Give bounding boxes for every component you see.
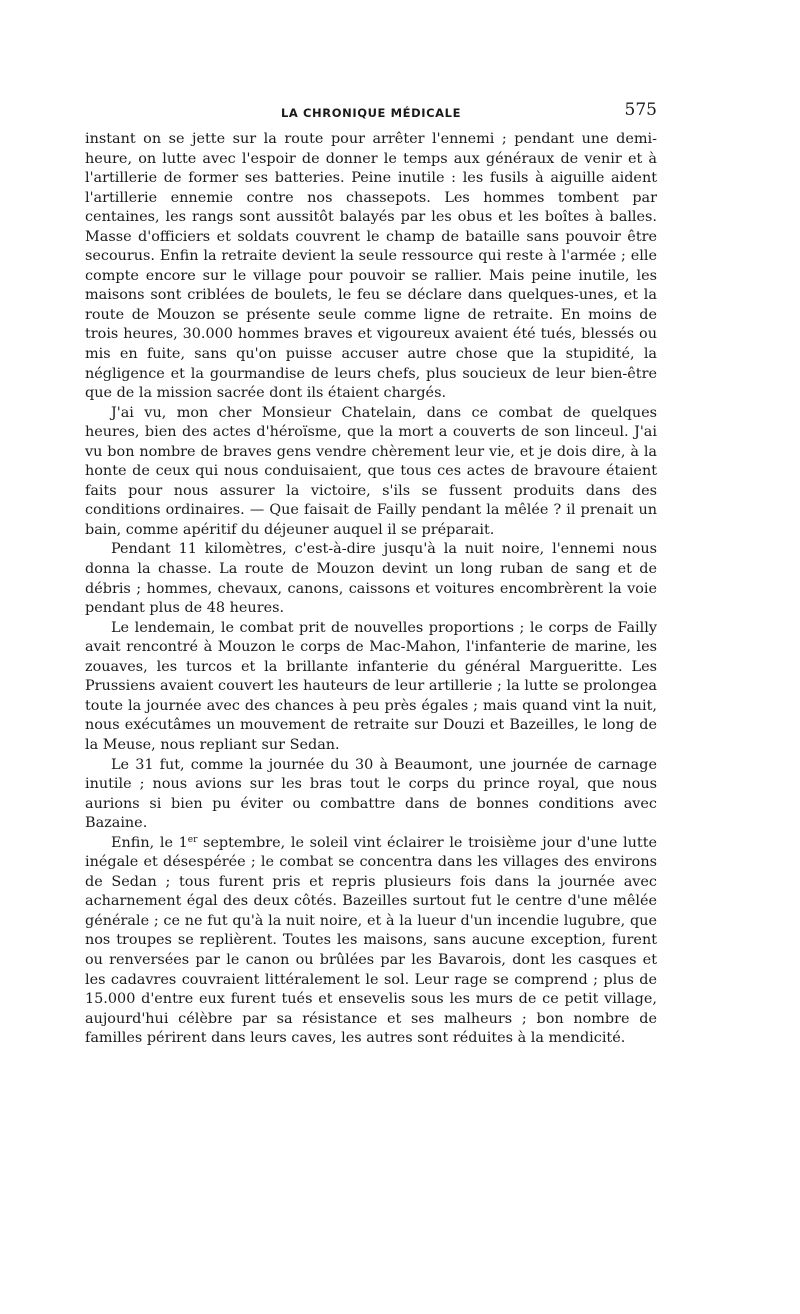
- page-number: 575: [624, 100, 657, 120]
- paragraph-6-rest: septembre, le soleil vint éclairer le troisième jour d'une lutte inégale et désespérée ; le combat se concentra dans les villages des environs de Sedan ; tous furent pris et repris plusieurs fois dans la journée avec acharnement égal des deux côtés. Bazeilles surtout fut le centre d'une mêlée générale ; ce ne fut qu'à la nuit noire, et à la lueur d'un incendie lugubre, que nos troupes se replièrent. Toutes les maisons, sans aucune exception, furent ou renversées par le canon ou brûlées par les Bavarois, dont les casques et les cadavres couvraient littéralement le sol. Leur rage se comprend ; plus de 15.000 d'entre eux furent tués et ensevelis sous les murs de ce petit village, aujourd'hui célèbre par sa résistance et ses malheurs ; bon nombre de familles périrent dans leurs caves, les autres sont réduites à la mendicité.: [85, 834, 657, 1047]
- running-head: [85, 96, 657, 118]
- ordinal-superscript: er: [187, 834, 198, 845]
- running-title: LA CHRONIQUE MÉDICALE: [280, 106, 462, 120]
- paragraph-6-start: Enfin, le 1: [111, 834, 188, 851]
- paragraph-3: Pendant 11 kilomètres, c'est-à-dire jusqu'à la nuit noire, l'ennemi nous donna la chasse. La route de Mouzon devint un long ruban de sang et de débris ; hommes, chevaux, canons, caissons et voitures encombrèrent la voie pendant plus de 48 heures.: [85, 541, 657, 617]
- paragraph-6: [85, 834, 657, 1049]
- paragraph-1: instant on se jette sur la route pour arrêter l'ennemi ; pendant une demi-heure, on lutte avec l'espoir de donner le temps aux généraux de venir et à l'artillerie de former ses batteries. Peine inutile : les fusils à aiguille aident l'artillerie ennemie contre nos chassepots. Les hommes tombent par centaines, les rangs sont aussitôt balayés par les obus et les boîtes à balles. Masse d'officiers et soldats couvrent le champ de bataille sans pouvoir être secourus. Enfin la retraite devient la seule ressource qui reste à l'armée ; elle compte encore sur le village pour pouvoir se rallier. Mais peine inutile, les maisons sont criblées de boulets, le feu se déclare dans quelques-unes, et la route de Mouzon se présente seule comme ligne de retraite. En moins de trois heures, 30.000 hommes braves et vigoureux avaient été tués, blessés ou mis en fuite, sans qu'on puisse accuser autre chose que la stupidité, la négligence et la gourmandise de leurs chefs, plus soucieux de leur bien-être que de la mission sacrée dont ils étaient chargés.: [85, 131, 657, 402]
- paragraph-5: Le 31 fut, comme la journée du 30 à Beaumont, une journée de carnage inutile ; nous avions sur les bras tout le corps du prince royal, que nous aurions si bien pu éviter ou combattre dans de bonnes conditions avec Bazaine.: [85, 756, 657, 832]
- paragraph-2: J'ai vu, mon cher Monsieur Chatelain, dans ce combat de quelques heures, bien des actes d'héroïsme, que la mort a couverts de son linceul. J'ai vu bon nombre de braves gens vendre chèrement leur vie, et je dois dire, à la honte de ceux qui nous conduisaient, que tous ces actes de bravoure étaient faits pour nous assurer la victoire, s'ils se fussent produits dans des conditions ordinaires. — Que faisait de Failly pendant la mêlée ? il prenait un bain, comme apéritif du déjeuner auquel il se préparait.: [85, 404, 657, 538]
- book-page: [85, 96, 657, 1049]
- paragraph-4: Le lendemain, le combat prit de nouvelles proportions ; le corps de Failly avait rencontré à Mouzon le corps de Mac-Mahon, l'infanterie de marine, les zouaves, les turcos et la brillante infanterie du général Margueritte. Les Prussiens avaient couvert les hauteurs de leur artillerie ; la lutte se prolongea toute la journée avec des chances à peu près égales ; mais quand vint la nuit, nous exécutâmes un mouvement de retraite sur Douzi et Bazeilles, le long de la Meuse, nous repliant sur Sedan.: [85, 619, 657, 753]
- body-text: [85, 130, 657, 1049]
